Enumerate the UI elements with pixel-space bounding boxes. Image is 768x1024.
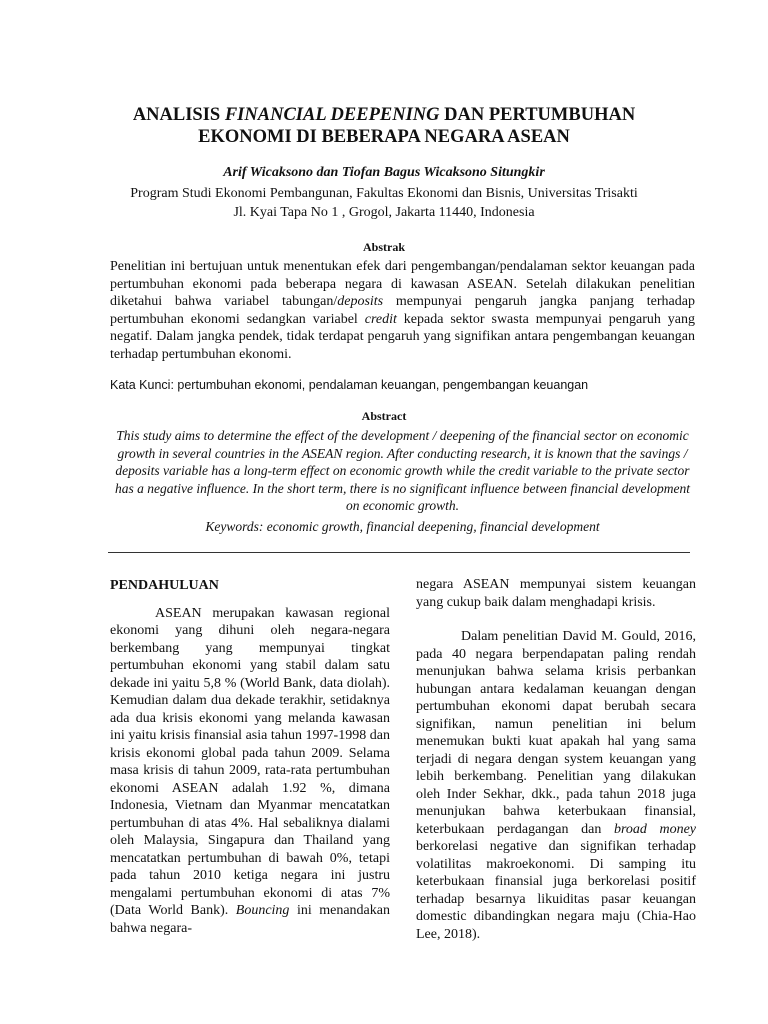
- separator-rule: [108, 552, 690, 553]
- abstract-heading: Abstract: [361, 409, 407, 423]
- left-paragraph: [110, 605, 390, 938]
- abstrak-text-2: mempunyai pengaruh jangka panjang terhadap pertumbuhan ekonomi sedangkan variabel: [110, 294, 695, 327]
- title-line-1: [80, 104, 688, 126]
- kata-kunci: Kata Kunci: pertumbuhan ekonomi, pendalaman keuangan, pengembangan keuangan: [110, 378, 589, 392]
- right-paragraph-2-text: Dalam penelitian David M. Gould, 2016, pada 40 negara berpendapatan paling rendah menunjukan bahwa selama krisis perbankan hubungan antara kedalaman keuangan dengan pertumbuhan ekonomi dapat berubah secara signifikan, namun penelitian ini belum menemukan bukti kuat apakah hal yang sama terjadi di negara dengan system keuangan yang lebih berkembang. Penelitian yang dilakukan oleh Inder Sekhar, dkk., pada tahun 2018 juga menunjukan bahwa keterbukaan finansial, keterbukaan perdagangan dan: [416, 629, 696, 837]
- affiliation-line-2: Jl. Kyai Tapa No 1 , Grogol, Jakarta 11440, Indonesia: [233, 205, 535, 220]
- paper-title: [80, 104, 688, 148]
- left-paragraph-text: ASEAN merupakan kawasan regional ekonomi yang dihuni oleh negara-negara berkembang yang mempunyai tingkat pertumbuhan ekonomi yang stabil dalam satu dekade ini yaitu 5,8 % (World Bank, data diolah). Kemudian dalam dua dekade terakhir, setidaknya ada dua krisis ekonomi yang melanda kawasan ini yaitu krisis finansial asia tahun 1997-1998 dan krisis ekonomi global pada tahun 2009. Selama masa krisis di tahun 2009, rata-rata pertumbuhan ekonomi ASEAN adalah 1.92 %, dimana Indonesia, Vietnam dan Myanmar mencatatkan pertumbuhan di atas 4%. Hal sebaliknya dialami oleh Malaysia, Singapura dan Thailand yang mencatatkan pertumbuhan di bawah 0%, tetapi pada tahun 2010 ketiga negara ini justru mengalami pertumbuhan ekonomi di atas 7% (Data World Bank).: [110, 605, 390, 918]
- left-column: [110, 577, 390, 954]
- title-line-2: EKONOMI DI BEBERAPA NEGARA ASEAN: [198, 127, 570, 147]
- title-italic-text: FINANCIAL DEEPENING: [224, 105, 440, 125]
- abstract-body: This study aims to determine the effect of the development / deepening of the financial sector on economic growth in several countries in the ASEAN region. After conducting research, it is known that the savings / deposits variable has a long-term effect on economic growth while the credit variable to the private sector has a negative influence. In the short term, there is no significant influence between financial development on economic growth.: [115, 428, 690, 513]
- authors: Arif Wicaksono dan Tiofan Bagus Wicaksono Situngkir: [223, 165, 545, 180]
- abstrak-body: [110, 258, 695, 363]
- right-paragraph-1: negara ASEAN mempunyai sistem keuangan yang cukup baik dalam menghadapi krisis.: [416, 577, 696, 610]
- abstrak-text-1: Penelitian ini bertujuan untuk menentukan efek dari pengembangan/pendalaman sektor keuangan pada pertumbuhan ekonomi pada beberapa negara di kawasan ASEAN. Setelah dilakukan penelitian diketahui bahwa variabel tabungan/: [110, 259, 695, 309]
- left-paragraph-end: ini menandakan bahwa negara-: [110, 903, 390, 936]
- section-heading: PENDAHULUAN: [110, 578, 219, 593]
- affiliation-line-1: Program Studi Ekonomi Pembangunan, Fakultas Ekonomi dan Bisnis, Universitas Trisakti: [130, 186, 638, 201]
- left-paragraph-italic: Bouncing: [235, 903, 290, 918]
- right-paragraph-2-end: berkorelasi negative dan signifikan terhadap volatilitas makroekonomi. Di samping itu keterbukaan finansial juga berkorelasi positif terhadap besarnya likuiditas pasar keuangan domestic dibandingkan negara maju (Chia-Hao Lee, 2018).: [416, 839, 696, 942]
- abstrak-italic-2: credit: [364, 311, 397, 327]
- right-paragraph-2: [416, 628, 696, 943]
- title-text: ANALISIS: [132, 105, 225, 125]
- right-paragraph-2-italic: broad money: [613, 821, 697, 837]
- abstrak-text-3: kepada sektor swasta mempunyai pengaruh yang negatif. Dalam jangka pendek, tidak terdapat pengaruh yang signifikan antara pengembangan keuangan terhadap pertumbuhan ekonomi.: [110, 311, 695, 362]
- abstract-keywords: Keywords: economic growth, financial deepening, financial development: [205, 519, 600, 534]
- abstrak-italic-1: deposits: [337, 294, 384, 309]
- abstrak-heading: Abstrak: [362, 240, 405, 254]
- title-text-end: DAN PERTUMBUHAN: [439, 105, 636, 125]
- right-column: [416, 576, 696, 960]
